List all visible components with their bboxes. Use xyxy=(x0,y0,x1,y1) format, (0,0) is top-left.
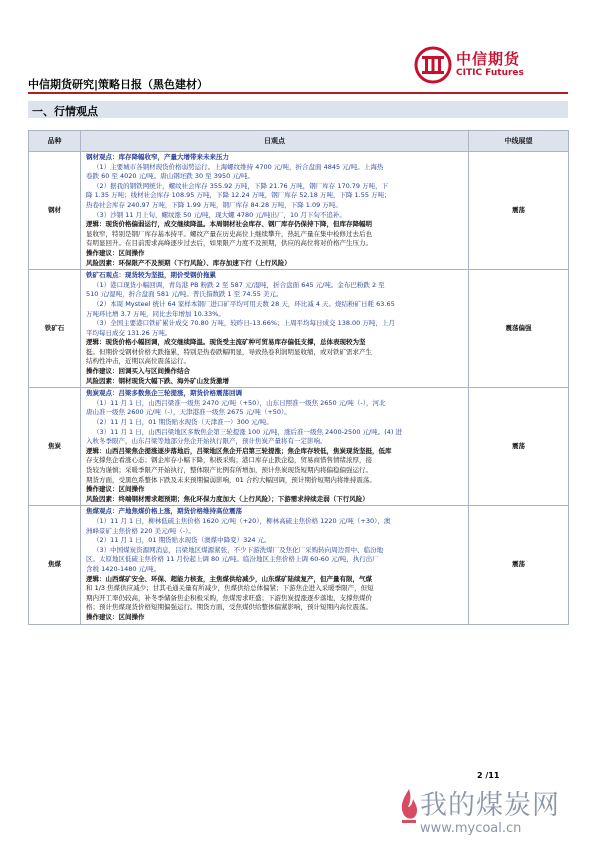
view-line: （3）全国主要港口铁矿累计成交 70.80 万吨，较昨日-13.66%；上周平均每日成交 138.00 万吨，上月 xyxy=(93,319,395,328)
watermark xyxy=(398,783,583,841)
market-view-table xyxy=(28,130,569,625)
header-divider xyxy=(28,92,568,94)
view-line: 风险因素：终端钢材需求超预期；焦化环保力度加大（上行风险）；下游需求持续走弱（下行风险） xyxy=(86,494,369,503)
view-line: 逻辑：山西吕梁焦企提涨逐步落地后，吕梁地区焦企开启第三轮提涨；焦企库存较低，焦炭现货坚挺，低库 xyxy=(86,446,392,455)
row-outlook: 震荡 xyxy=(469,152,569,270)
view-line: 货较为谨慎；采暖季限产开始执行，整体限产比例有所增加，预计焦炭现货短期内将偏稳偏强运行。 xyxy=(86,466,372,474)
view-line: 挺。但期价受钢材价格大跌拖累，特别是热卷跌幅明显，导致热卷利润明显收缩，或对铁矿需求产生 xyxy=(86,347,372,356)
view-line: 510 元/湿吨，折合盘面 581 元/吨。普氏指数跌 1 至 74.55 美元。 xyxy=(86,290,283,299)
table-row xyxy=(29,388,569,506)
view-line: 入秋冬季限产，山东吕梁等地部分焦企开始执行限产，预计焦炭产量将有一定影响。 xyxy=(86,437,327,446)
watermark-url: www.mycoal.cn xyxy=(420,821,522,836)
view-line: （1）11 月 1 日，柳林低硫主焦价格 1620 元/吨（+20），柳林高硫主焦价格 1220 元/吨（+30），澳 xyxy=(93,516,391,525)
view-line: （2）据我的钢铁网统计，螺纹社会库存 355.92 万吨，下降 21.76 万吨，钢厂库存 170.79 万吨，下 xyxy=(93,181,389,190)
row-category: 铁矿石 xyxy=(29,270,81,388)
view-line: 结构性冲击，近期以高位震荡运行。 xyxy=(86,357,190,366)
view-line: 显收窄，特别是钢厂库存基本持平。螺纹产量在历史高位上继续攀升，热轧产量在集中检修过去后也 xyxy=(86,229,372,238)
row-outlook: 震荡 xyxy=(469,506,569,624)
section-header xyxy=(28,101,568,118)
view-line: （1）主要城市各钢材现货价格弱势运行。上海螺纹维持 4700 元/吨，折合盘面 4845 元/吨。上海热 xyxy=(93,162,384,171)
view-line: 区。太原地区低硫主焦价格 11 月份起上调 80 元/吨。临汾地区主焦价格上调 60-60 元/吨，执行出厂 xyxy=(86,555,379,564)
view-line: 焦煤观点：产地焦煤价格上涨，期货价格维持高位震荡 xyxy=(86,507,242,516)
table-header-row xyxy=(29,131,569,152)
view-line: 铁矿石观点：现货较为坚挺，期价受钢价拖累 xyxy=(86,271,216,280)
view-line: 逻辑：现货价格偏弱运行，成交继续降温。本周钢材社会库存、钢厂库存仍保持下降，但库存降幅明 xyxy=(86,220,372,229)
view-line: 操作建议：区间操作 xyxy=(86,485,145,494)
view-line: （1）港口现货小幅回调，青岛港 PB 粉跌 2 至 587 元/湿吨，折合盘面 645 元/吨。金布巴粉跌 2 至 xyxy=(93,280,385,289)
report-title: 中信期货研究|策略日报（黑色建材） xyxy=(28,78,209,91)
row-category: 焦炭 xyxy=(29,388,81,506)
view-line: 万吨环比增 3.7 万吨，同比去年增加 10.33%。 xyxy=(86,309,225,318)
view-line: （1）11 月 1 日，山西吕梁准一级焦 2470 元/吨（+50），山东日照准一级焦 2650 元/吨（-），河北 xyxy=(93,398,386,407)
view-line: 操作建议：回调买入与区间操作结合 xyxy=(86,367,190,376)
row-daily-view xyxy=(81,270,469,388)
view-line: 平均每日成交 131.26 万吨。 xyxy=(86,328,172,337)
col-header-outlook: 中线展望 xyxy=(469,131,569,152)
view-line: 有明显回升。在目前需求高峰逐步过去后，如果限产力度不及预期，供应的高位将对价格产生压力。 xyxy=(86,239,372,248)
row-outlook: 震荡偏强 xyxy=(469,270,569,388)
citic-logo-icon xyxy=(414,46,452,84)
citic-futures-logo xyxy=(414,46,564,86)
row-category: 焦煤 xyxy=(29,506,81,624)
view-line: （3）沙钢 11 月上旬，螺纹涨 50 元/吨，现大螺 4780 元/吨出厂，10 月下旬不追补。 xyxy=(93,210,346,219)
row-daily-view xyxy=(81,152,469,270)
view-line: 降 1.35 万吨；线材社会库存 108.95 万吨，下降 12.24 万吨，钢厂库存 52.18 万吨，下降 1.55 万吨； xyxy=(86,191,391,200)
view-line: 热卷社会库存 240.97 万吨，下降 1.99 万吨，钢厂库存 84.28 万吨，下降 1.09 万吨。 xyxy=(86,200,342,209)
brand-name-cn: 中信期货 xyxy=(456,50,521,68)
col-header-daily-view: 日观点 xyxy=(81,131,469,152)
view-line: 存支撑焦企看涨心态；钢企库存小幅下降，积极采购；港口库存止跌企稳，贸易商惜售情绪浓厚，接 xyxy=(86,456,372,465)
watermark-name: 我的煤炭网 xyxy=(420,790,560,821)
view-line: 期内开工率仍较高，补冬季储备焦企积极采购，焦煤需求旺盛；下游焦炭提涨逐步落地，支撑焦煤价 xyxy=(86,593,372,602)
view-line: 逻辑：现货价格小幅回调，成交继续降温。现货受主流矿种可贸易库存偏低支撑，总体表现较为坚 xyxy=(86,338,366,347)
view-line: 钢材观点：库存降幅收窄，产量大增带来未来压力 xyxy=(86,153,229,161)
view-line: 焦炭观点：吕梁多数焦企三轮提涨，期货价格震荡回调 xyxy=(86,389,242,398)
row-daily-view xyxy=(81,388,469,506)
col-header-category: 品种 xyxy=(29,131,81,152)
view-line: 洲峰景矿主焦价格 220 美元/吨（-）。 xyxy=(86,526,195,535)
view-line: 操作建议：区间操作 xyxy=(86,248,145,257)
row-daily-view xyxy=(81,506,469,624)
view-line: 风险因素：钢材现货大幅下跌、海外矿山发货激增 xyxy=(86,376,229,385)
view-line: 卷跌 60 至 4020 元/吨。唐山钢坯跌 30 至 3950 元/吨。 xyxy=(86,172,255,181)
table-row xyxy=(29,506,569,624)
page-number: 2 /11 xyxy=(477,771,500,780)
table-row xyxy=(29,152,569,270)
section-title: 一、行情观点 xyxy=(32,105,98,118)
row-category: 钢材 xyxy=(29,152,81,270)
table-row xyxy=(29,270,569,388)
view-line: 格；预计焦煤现货价格短期偏强运行。期货方面，受焦煤供给整体偏紧影响，预计短期内高位震荡。 xyxy=(86,603,372,612)
view-line: 期货方面，受黑色系整体下跌及未来预期偏弱影响，01 合约大幅回调，预计期价短期内将维持震荡。 xyxy=(86,475,376,484)
view-line: 操作建议：区间操作 xyxy=(86,612,145,621)
view-line: （2）本周 Mysteel 统计 64 家样本钢厂进口矿平均可用天数 28 天，环比减 4 天。烧结粉矿日耗 63.65 xyxy=(93,299,395,308)
view-line: 含税 1420-1480 元/吨。 xyxy=(86,564,161,573)
view-line: （2）11 月 1 日，01 期货贴水现货（澳煤中降变）324 元。 xyxy=(93,536,271,545)
view-line: 唐山准一级焦 2600 元/吨（-），天津港准一级焦 2675 元/吨（+50）。 xyxy=(86,408,291,417)
view-line: （3）中国煤炭资源网消息，吕梁地区煤源紧张，不少下游洗煤厂及焦化厂采购转向周边晋中、临汾地 xyxy=(93,545,384,554)
flame-icon xyxy=(398,787,420,825)
brand-name-en: CITIC Futures xyxy=(456,68,524,78)
view-line: 风险因素：环保限产不及预期（下行风险）、库存加速下行（上行风险） xyxy=(86,258,291,267)
row-outlook: 震荡 xyxy=(469,388,569,506)
view-line: 逻辑：山西煤矿安全、环保、超能力核查，主焦煤供给减少，山东煤矿陆续复产，但产量有限，气煤 xyxy=(86,574,372,583)
view-line: 和 1/3 焦煤供应减少；甘其毛通关量有所减少，焦煤供给总体偏紧；下游焦企进入采暖季限产，但短 xyxy=(86,584,374,593)
view-line: （3）11 月 1 日，山西吕梁地区多数焦企第三轮提涨 100 元/吨，涨后准一级焦 2400-2500 元/吨。(4) 进 xyxy=(93,427,402,436)
view-line: （2）11 月 1 日，01 期货贴水现货（天津准一）300 元/吨。 xyxy=(93,418,273,427)
